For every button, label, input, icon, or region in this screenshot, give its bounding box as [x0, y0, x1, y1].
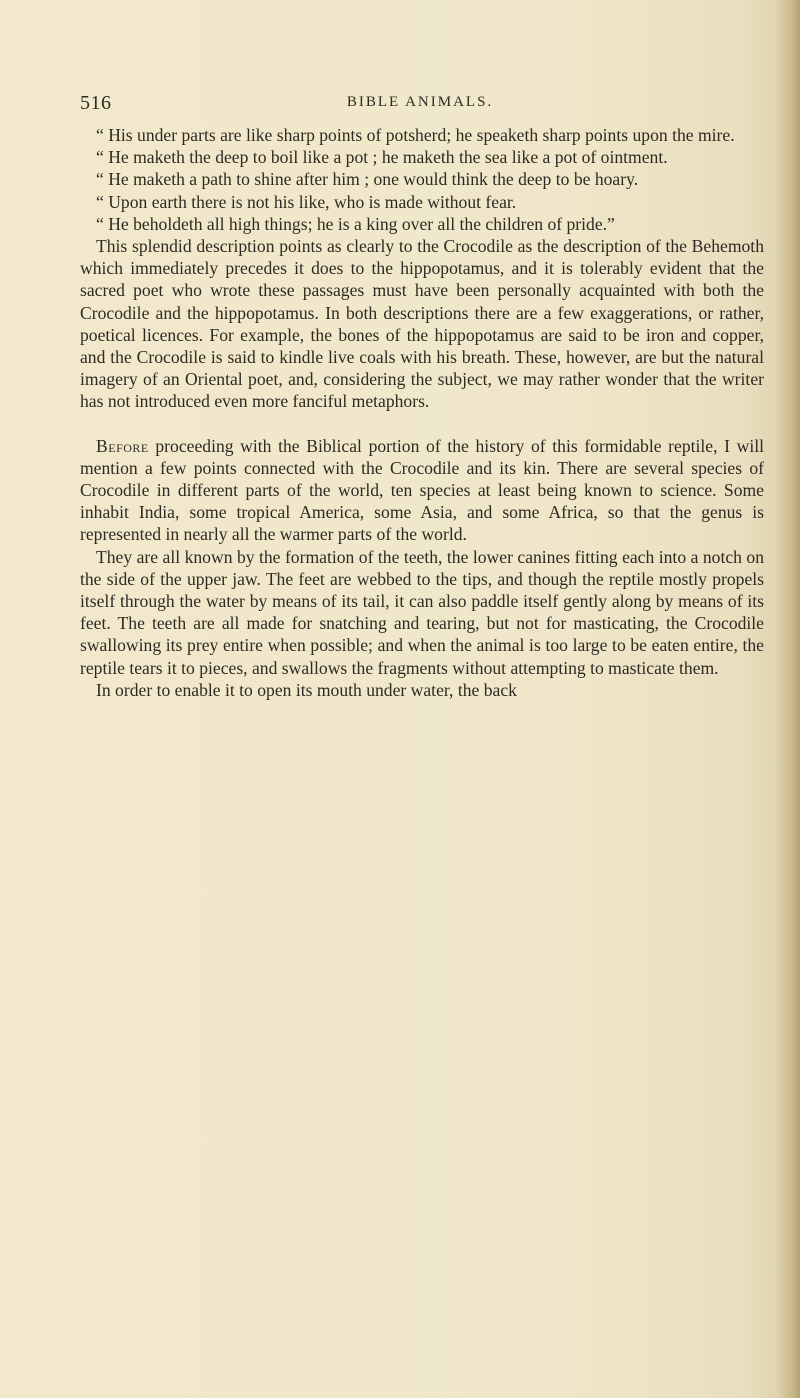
paragraph-body: proceeding with the Biblical portion of the history of this formidable reptile, I will mention a few points connected with the Crocodile and its kin. There are several species of Crocodile in different parts of the world, ten species at least being known to science. Some inhabit India, some tropical America, some Asia, and some Africa, so that the genus is represented in nearly all the warmer parts of the world.: [80, 435, 764, 545]
verse-paragraph: “ Upon earth there is not his like, who is made without fear.: [96, 191, 517, 212]
page-number: 516: [80, 92, 112, 114]
section-opening-paragraph: [80, 435, 764, 546]
page-header: [80, 92, 760, 120]
verse-paragraph: “ He beholdeth all high things; he is a king over all the children of pride.”: [96, 213, 615, 234]
verse-paragraph: “ He maketh a path to shine after him ; one would think the deep to be hoary.: [96, 169, 639, 190]
body-paragraph: In order to enable it to open its mouth under water, the back: [96, 679, 517, 700]
running-head: BIBLE ANIMALS.: [346, 94, 494, 110]
body-paragraph: They are all known by the formation of the teeth, the lower canines fitting each into a notch on the side of the upper jaw. The feet are webbed to the tips, and though the reptile mostly propels itself through the water by means of its tail, it can also paddle itself gently along by means of its feet. The teeth are all made for snatching and tearing, but not for masticating, the Crocodile swallowing its prey entire when possible; and when the animal is too large to be eaten entire, the reptile tears it to pieces, and swallows the fragments without attempting to masticate them.: [80, 546, 764, 678]
small-caps-lead-word: Before: [96, 435, 149, 456]
verse-paragraph: “ He maketh the deep to boil like a pot ; he maketh the sea like a pot of ointment.: [96, 147, 668, 168]
body-text: [80, 124, 764, 701]
verse-paragraph: “ His under parts are like sharp points of potsherd; he speaketh sharp points upon the mire.: [96, 125, 735, 145]
page-edge-shadow: [776, 0, 800, 1398]
body-paragraph: This splendid description points as clearly to the Crocodile as the description of the Behemoth which immediately precedes it does to the hippopotamus, and it is tolerably evident that the sacred poet who wrote these passages must have been personally acquainted with both the Crocodile and the hippopotamus. In both descriptions there are a few exaggerations, or rather, poetical licences. For example, the bones of the hippopotamus are said to be iron and copper, and the Crocodile is said to kindle live coals with his breath. These, however, are but the natural imagery of an Oriental poet, and, considering the subject, we may rather wonder that the writer has not introduced even more fanciful metaphors.: [80, 236, 764, 412]
